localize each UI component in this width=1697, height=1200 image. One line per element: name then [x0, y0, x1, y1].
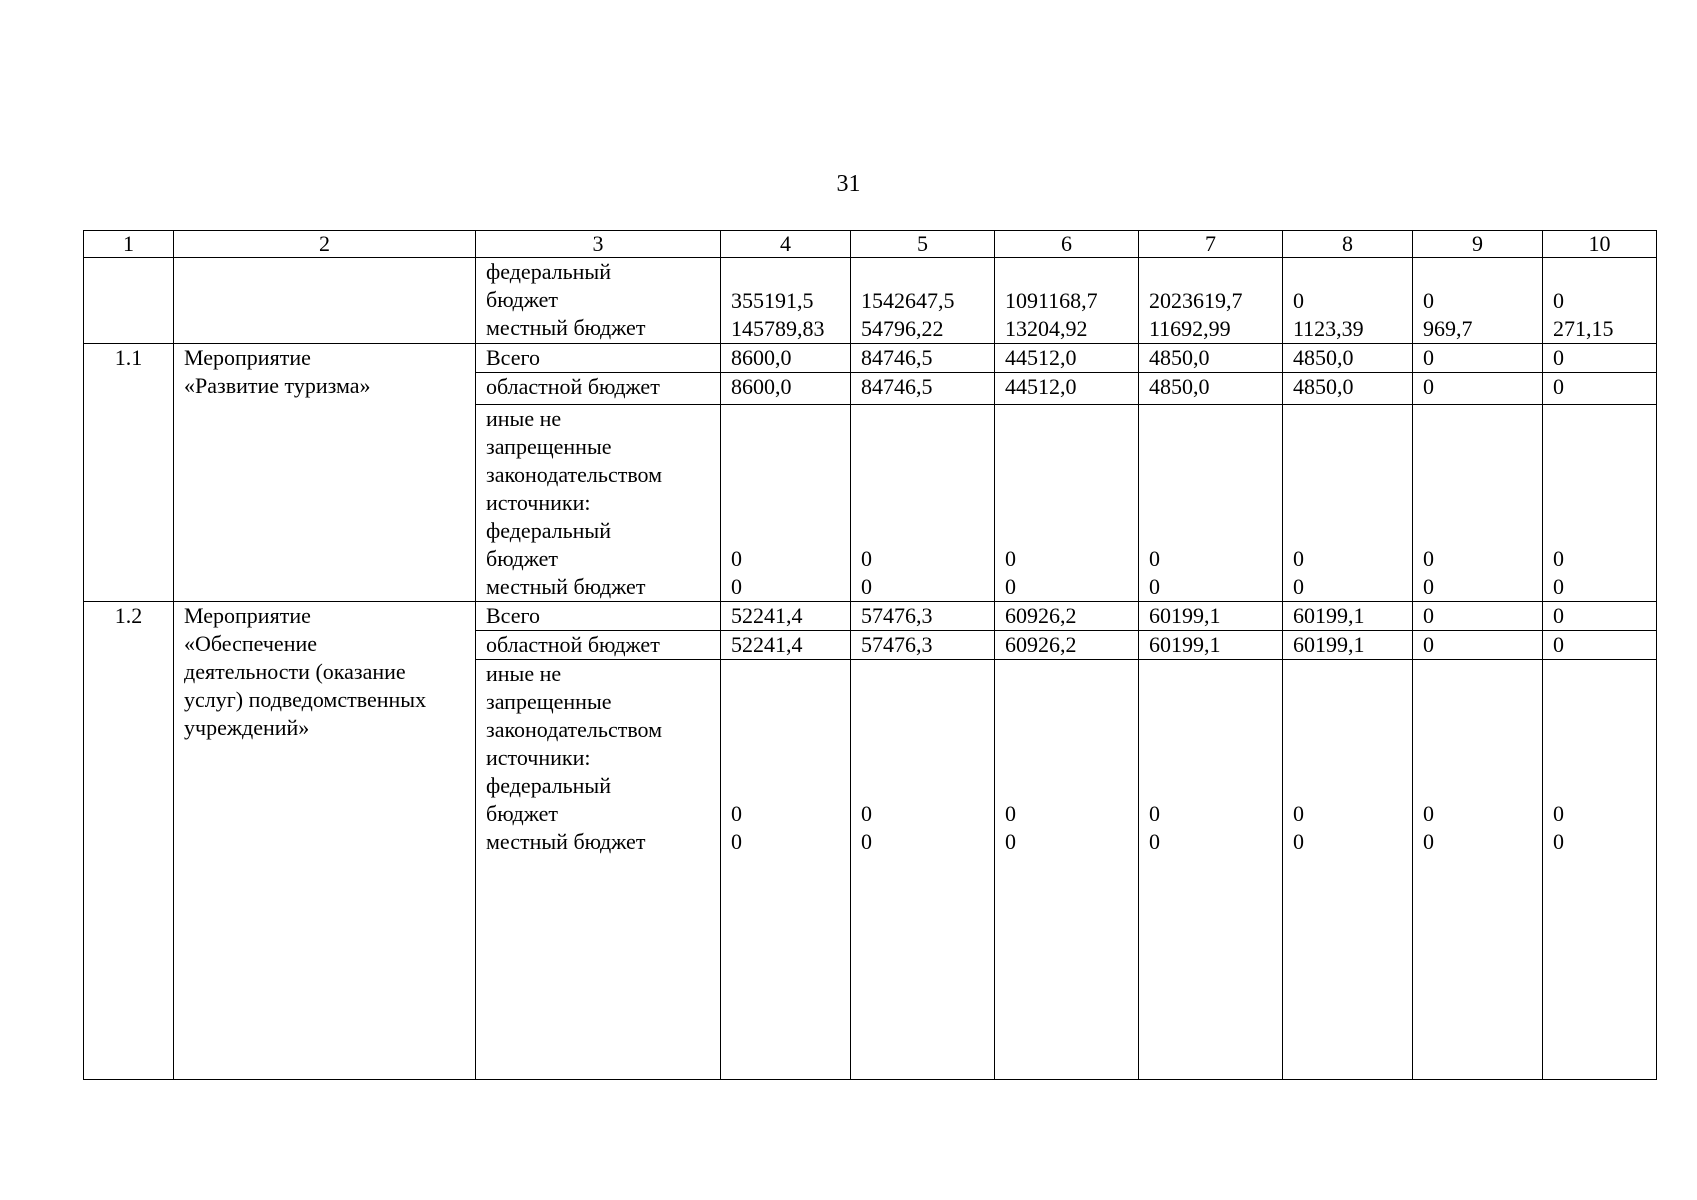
value-cell: 0: [1413, 631, 1543, 660]
column-number: 4: [721, 231, 851, 258]
value-cell: 0 0: [1413, 405, 1543, 602]
column-number: 5: [851, 231, 995, 258]
activity-title: Мероприятие «Развитие туризма»: [174, 344, 476, 602]
value-text: 0 0: [1293, 801, 1304, 854]
column-number: 2: [174, 231, 476, 258]
column-number: 6: [995, 231, 1139, 258]
value-cell: 1091168,7 13204,92: [995, 258, 1139, 344]
value-cell: 8600,0: [721, 344, 851, 373]
value-cell: 84746,5: [851, 373, 995, 405]
source-label: областной бюджет: [476, 631, 721, 660]
value-cell: [721, 660, 851, 1080]
value-cell: 60199,1: [1283, 631, 1413, 660]
value-cell: 355191,5 145789,83: [721, 258, 851, 344]
value-text: 0 0: [1423, 801, 1434, 854]
value-cell: 44512,0: [995, 373, 1139, 405]
source-label: областной бюджет: [476, 373, 721, 405]
column-number: 9: [1413, 231, 1543, 258]
value-cell: 60199,1: [1139, 631, 1283, 660]
value-cell: 4850,0: [1139, 373, 1283, 405]
value-cell: [851, 660, 995, 1080]
source-label: иные не запрещенные законодательством источники: федеральный бюджет местный бюджет: [476, 405, 721, 602]
value-cell: 4850,0: [1283, 344, 1413, 373]
value-text: 0 0: [731, 801, 742, 854]
value-cell: 0: [1543, 373, 1657, 405]
value-cell: 0 271,15: [1543, 258, 1657, 344]
value-cell: 0 0: [1139, 405, 1283, 602]
source-label: иные не запрещенные законодательством источники: федеральный бюджет местный бюджет: [476, 660, 721, 1080]
value-cell: 0: [1413, 344, 1543, 373]
page-number: 31: [836, 171, 861, 197]
table-row: [84, 602, 1657, 631]
value-text: 0 0: [861, 801, 872, 854]
column-number: 7: [1139, 231, 1283, 258]
value-cell: 8600,0: [721, 373, 851, 405]
value-cell: 0 0: [721, 405, 851, 602]
column-number: 3: [476, 231, 721, 258]
column-numbers-row: [84, 231, 1657, 258]
value-text: 0 0: [1553, 801, 1564, 854]
value-cell: 60926,2: [995, 602, 1139, 631]
value-cell: 60199,1: [1139, 602, 1283, 631]
value-cell: 1542647,5 54796,22: [851, 258, 995, 344]
value-cell: 57476,3: [851, 602, 995, 631]
value-cell: [1139, 660, 1283, 1080]
value-cell: 0: [1543, 602, 1657, 631]
value-cell: 0 0: [851, 405, 995, 602]
source-label: Всего: [476, 602, 721, 631]
value-cell: 2023619,7 11692,99: [1139, 258, 1283, 344]
value-cell: 52241,4: [721, 602, 851, 631]
source-label: федеральный бюджет местный бюджет: [476, 258, 721, 344]
value-cell: 0: [1543, 631, 1657, 660]
value-cell: 0: [1543, 344, 1657, 373]
value-cell: [1413, 660, 1543, 1080]
empty-cell: [84, 258, 174, 344]
column-number: 10: [1543, 231, 1657, 258]
value-cell: [1543, 660, 1657, 1080]
carryover-row: [84, 258, 1657, 344]
value-cell: 57476,3: [851, 631, 995, 660]
budget-table: [83, 230, 1657, 1080]
value-cell: 60926,2: [995, 631, 1139, 660]
value-cell: 84746,5: [851, 344, 995, 373]
value-cell: 4850,0: [1139, 344, 1283, 373]
source-label: Всего: [476, 344, 721, 373]
value-cell: [995, 660, 1139, 1080]
empty-cell: [174, 258, 476, 344]
activity-title: Мероприятие «Обеспечение деятельности (оказание услуг) подведомственных учреждений»: [174, 602, 476, 1080]
value-cell: 0 1123,39: [1283, 258, 1413, 344]
value-cell: 0: [1413, 602, 1543, 631]
column-number: 1: [84, 231, 174, 258]
value-cell: 0 0: [1543, 405, 1657, 602]
column-number: 8: [1283, 231, 1413, 258]
value-cell: 52241,4: [721, 631, 851, 660]
value-text: 0 0: [1005, 801, 1016, 854]
activity-number: 1.1: [84, 344, 174, 602]
value-text: 0 0: [1149, 801, 1160, 854]
activity-number: 1.2: [84, 602, 174, 1080]
value-cell: 0 0: [995, 405, 1139, 602]
table-row: [84, 344, 1657, 373]
value-cell: 60199,1: [1283, 602, 1413, 631]
value-cell: 44512,0: [995, 344, 1139, 373]
value-cell: 0 0: [1283, 405, 1413, 602]
value-cell: 0 969,7: [1413, 258, 1543, 344]
value-cell: 0: [1413, 373, 1543, 405]
value-cell: 4850,0: [1283, 373, 1413, 405]
value-cell: [1283, 660, 1413, 1080]
